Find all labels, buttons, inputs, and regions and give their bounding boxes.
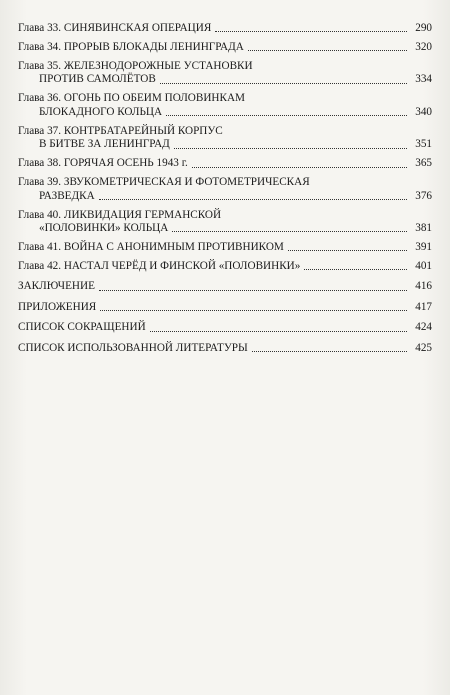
toc-leader-dots — [172, 231, 407, 232]
toc-leader-dots — [99, 199, 407, 200]
toc-entry-line — [18, 321, 432, 334]
toc-entry — [18, 176, 432, 203]
toc-entry-line — [18, 60, 432, 73]
toc-entry-line — [18, 342, 432, 355]
toc-entry-title: В БИТВЕ ЗА ЛЕНИНГРАД — [39, 138, 170, 151]
toc-entry-line — [18, 92, 432, 105]
toc-entry — [18, 321, 432, 334]
toc-page-number: 376 — [415, 189, 432, 202]
toc-entry-line — [18, 157, 432, 170]
toc-entry-line — [18, 176, 432, 189]
toc-leader-dots — [174, 148, 407, 149]
toc-entry-line — [18, 209, 432, 222]
toc-page-number: 351 — [415, 138, 432, 151]
toc-entry-title: Глава 39. ЗВУКОМЕТРИЧЕСКАЯ И ФОТОМЕТРИЧЕСКАЯ — [18, 176, 310, 189]
toc-entry-line — [18, 41, 432, 54]
toc-entry — [18, 342, 432, 355]
toc-leader-dots — [304, 269, 407, 270]
toc-page-number: 425 — [415, 341, 432, 354]
toc-leader-dots — [192, 167, 407, 168]
toc-entry — [18, 301, 432, 314]
toc-entry-line — [18, 106, 432, 119]
toc-entry-title: Глава 35. ЖЕЛЕЗНОДОРОЖНЫЕ УСТАНОВКИ — [18, 60, 253, 72]
toc-entry — [18, 241, 432, 254]
toc-leader-dots — [166, 115, 407, 116]
toc-entry-title: ПРОТИВ САМОЛЁТОВ — [39, 73, 156, 86]
toc-leader-dots — [215, 31, 407, 32]
toc-entry — [18, 92, 432, 119]
toc-leader-dots — [248, 50, 407, 51]
toc-entry-line — [18, 280, 432, 293]
toc-entry-line — [18, 301, 432, 314]
toc-page-number: 417 — [415, 300, 432, 313]
toc-leader-dots — [160, 83, 407, 84]
toc-entry-line — [18, 222, 432, 235]
toc-entry — [18, 125, 432, 152]
toc-entry-title: Глава 38. ГОРЯЧАЯ ОСЕНЬ 1943 г. — [18, 157, 188, 170]
toc-entry — [18, 209, 432, 236]
toc-entry-title: Глава 42. НАСТАЛ ЧЕРЁД И ФИНСКОЙ «ПОЛОВИНКИ» — [18, 260, 301, 273]
toc-leader-dots — [99, 290, 407, 291]
toc-entry-title: СПИСОК СОКРАЩЕНИЙ — [18, 321, 146, 334]
toc-entry-line — [18, 241, 432, 254]
toc-page-number: 340 — [415, 105, 432, 118]
toc-entry-line — [18, 22, 432, 35]
toc-entry-title: Глава 36. ОГОНЬ ПО ОБЕИМ ПОЛОВИНКАМ — [18, 92, 245, 105]
toc-entry-line — [18, 125, 432, 138]
toc-entry-title: БЛОКАДНОГО КОЛЬЦА — [39, 105, 163, 118]
toc-leader-dots — [252, 351, 407, 352]
toc-entry — [18, 280, 432, 293]
toc-entry-line — [18, 190, 432, 203]
toc-entry-line — [18, 73, 432, 86]
toc-entry-title: Глава 34. ПРОРЫВ БЛОКАДЫ ЛЕНИНГРАДА — [18, 41, 244, 53]
toc-page-number: 401 — [415, 260, 432, 273]
toc-page-number: 290 — [415, 22, 432, 34]
toc-page-number: 320 — [415, 41, 432, 53]
toc-entry-line — [18, 138, 432, 151]
toc-entry — [18, 60, 432, 87]
toc-page-number: 334 — [415, 73, 432, 86]
toc-page-number: 381 — [415, 222, 432, 235]
toc-entry-title: Глава 33. СИНЯВИНСКАЯ ОПЕРАЦИЯ — [18, 22, 212, 34]
toc-entry-title: ПРИЛОЖЕНИЯ — [18, 300, 97, 313]
toc-entry — [18, 41, 432, 54]
toc-page-number: 391 — [415, 241, 432, 254]
toc-leader-dots — [288, 250, 407, 251]
toc-entry-title: «ПОЛОВИНКИ» КОЛЬЦА — [39, 222, 169, 235]
toc-leader-dots — [100, 310, 407, 311]
toc-entry — [18, 22, 432, 35]
toc-entry-line — [18, 260, 432, 273]
toc-entry-title: ЗАКЛЮЧЕНИЕ — [18, 280, 95, 293]
toc-page-number: 416 — [415, 280, 432, 293]
toc-page-number: 365 — [415, 157, 432, 170]
toc-entry-title: Глава 40. ЛИКВИДАЦИЯ ГЕРМАНСКОЙ — [18, 208, 222, 221]
table-of-contents — [18, 22, 432, 361]
toc-entry-title: РАЗВЕДКА — [39, 189, 95, 202]
toc-entry-title: Глава 41. ВОЙНА С АНОНИМНЫМ ПРОТИВНИКОМ — [18, 241, 284, 254]
toc-page-number: 424 — [415, 321, 432, 334]
toc-entry-title: Глава 37. КОНТРБАТАРЕЙНЫЙ КОРПУС — [18, 124, 223, 137]
toc-entry — [18, 157, 432, 170]
toc-leader-dots — [150, 331, 407, 332]
toc-entry — [18, 260, 432, 273]
toc-entry-title: СПИСОК ИСПОЛЬЗОВАННОЙ ЛИТЕРАТУРЫ — [18, 341, 248, 354]
